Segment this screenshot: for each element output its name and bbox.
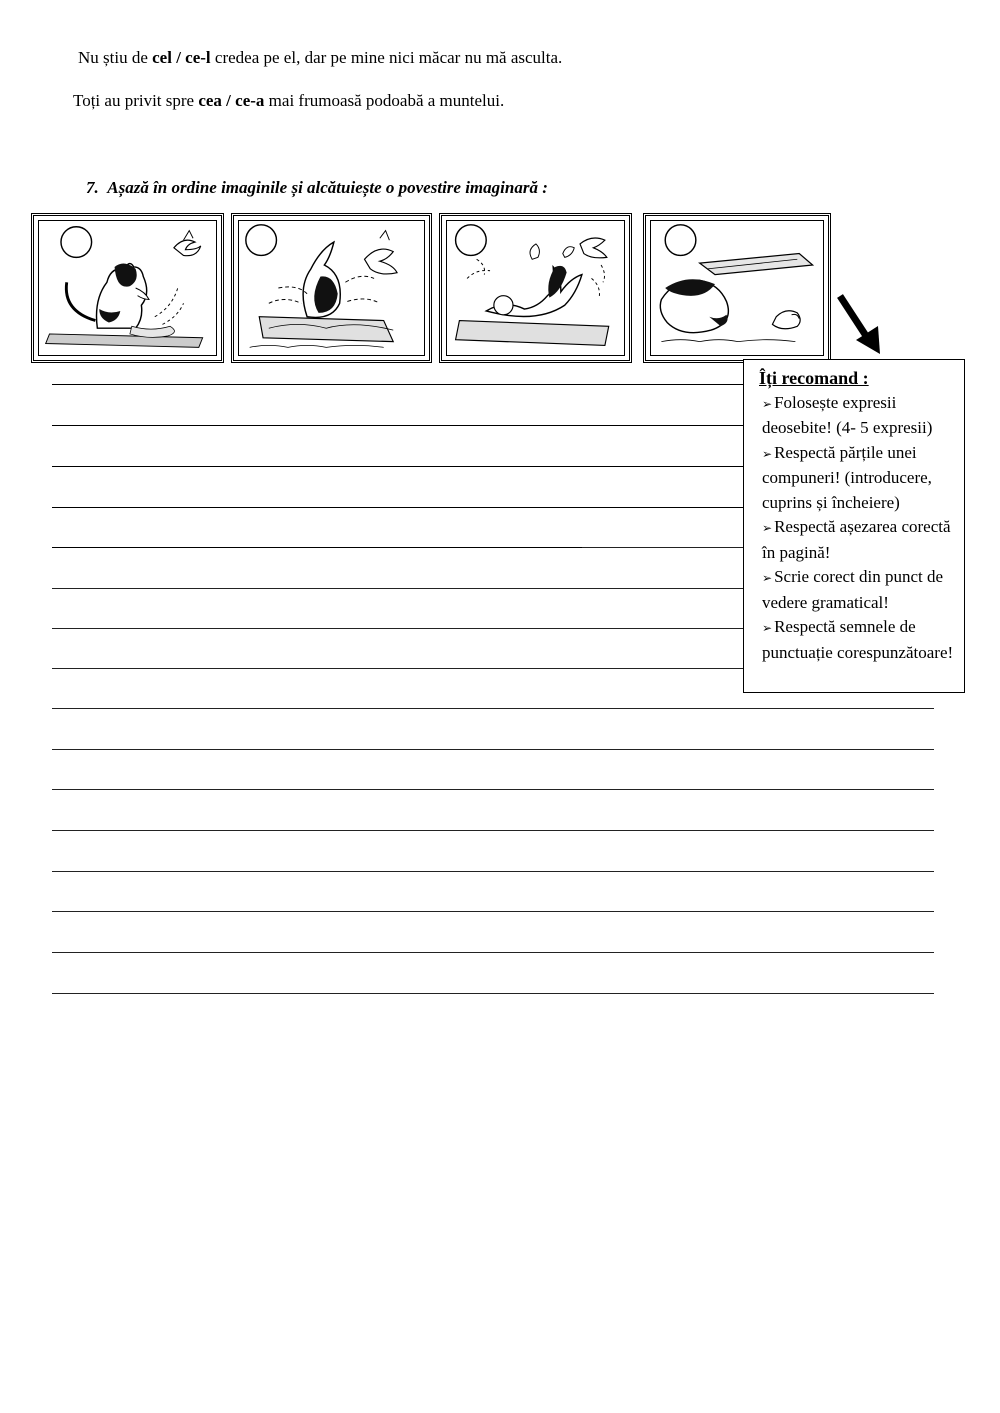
sentence-2	[73, 91, 504, 111]
task-number: 7.	[86, 178, 99, 197]
writing-line[interactable]	[52, 708, 934, 709]
task-text: Așază în ordine imaginile și alcătuiește o povestire imaginară :	[107, 178, 548, 197]
arrowhead-icon: ➢	[762, 621, 773, 635]
writing-line[interactable]	[52, 466, 744, 467]
cat-splashing-in-tray-illustration	[447, 221, 624, 355]
picture-frame-3[interactable]	[439, 213, 632, 363]
picture-frame-4[interactable]	[643, 213, 831, 363]
writing-line[interactable]	[52, 384, 744, 385]
writing-line[interactable]	[52, 547, 582, 548]
writing-line[interactable]	[52, 507, 744, 508]
arrowhead-icon: ➢	[762, 446, 773, 461]
cat-falling-into-water-illustration	[239, 221, 424, 355]
writing-line[interactable]	[52, 425, 744, 426]
writing-line[interactable]	[52, 749, 934, 750]
recommendation-item: ➢ Respectă părțile unei compuneri! (introducere, cuprins și încheiere)	[762, 442, 932, 512]
picture-2	[238, 220, 425, 356]
recommendations-title: Îți recomand :	[759, 368, 869, 388]
arrow-down-right-icon	[834, 292, 884, 358]
sentence-2-start: Toți au privit spre	[73, 91, 199, 110]
writing-line[interactable]	[52, 789, 934, 790]
picture-frame-2[interactable]	[231, 213, 432, 363]
sentence-1-choice[interactable]: cel / ce-l	[152, 48, 211, 67]
writing-line[interactable]	[52, 911, 934, 912]
writing-line[interactable]	[52, 993, 934, 994]
sentence-1-start: Nu știu de	[78, 48, 153, 67]
picture-4	[650, 220, 824, 356]
writing-line[interactable]	[52, 628, 744, 629]
arrowhead-icon: ➢	[762, 396, 773, 411]
writing-line[interactable]	[52, 588, 744, 589]
writing-line[interactable]	[52, 952, 934, 953]
picture-1	[38, 220, 217, 356]
writing-line[interactable]	[52, 668, 744, 669]
writing-line[interactable]	[52, 830, 934, 831]
writing-line[interactable]	[582, 547, 744, 548]
sentence-1	[78, 48, 562, 68]
recommendation-item: ➢ Scrie corect din punct de vedere gramatical!	[762, 567, 944, 612]
arrowhead-icon: ➢	[762, 571, 773, 585]
cat-watching-bird-illustration	[39, 221, 216, 355]
arrowhead-icon: ➢	[762, 521, 773, 535]
sentence-2-end: mai frumoasă podoabă a muntelui.	[264, 91, 505, 110]
sentence-2-choice[interactable]: cea / ce-a	[198, 91, 265, 110]
recommendation-item: ➢ Respectă semnele de punctuație corespunzătoare!	[762, 617, 954, 662]
picture-3	[446, 220, 625, 356]
recommendation-item: ➢ Respectă așezarea corectă în pagină!	[762, 517, 951, 562]
picture-frame-1[interactable]	[31, 213, 224, 363]
recommendations-box	[743, 359, 965, 693]
sentence-1-end: credea pe el, dar pe mine nici măcar nu mă asculta.	[210, 48, 563, 67]
writing-line[interactable]	[52, 871, 934, 872]
wet-cat-with-bird-illustration	[651, 221, 823, 355]
recommendation-item: ➢ Folosește expresii deosebite! (4- 5 expresii)	[762, 392, 933, 437]
task-heading	[86, 178, 548, 198]
